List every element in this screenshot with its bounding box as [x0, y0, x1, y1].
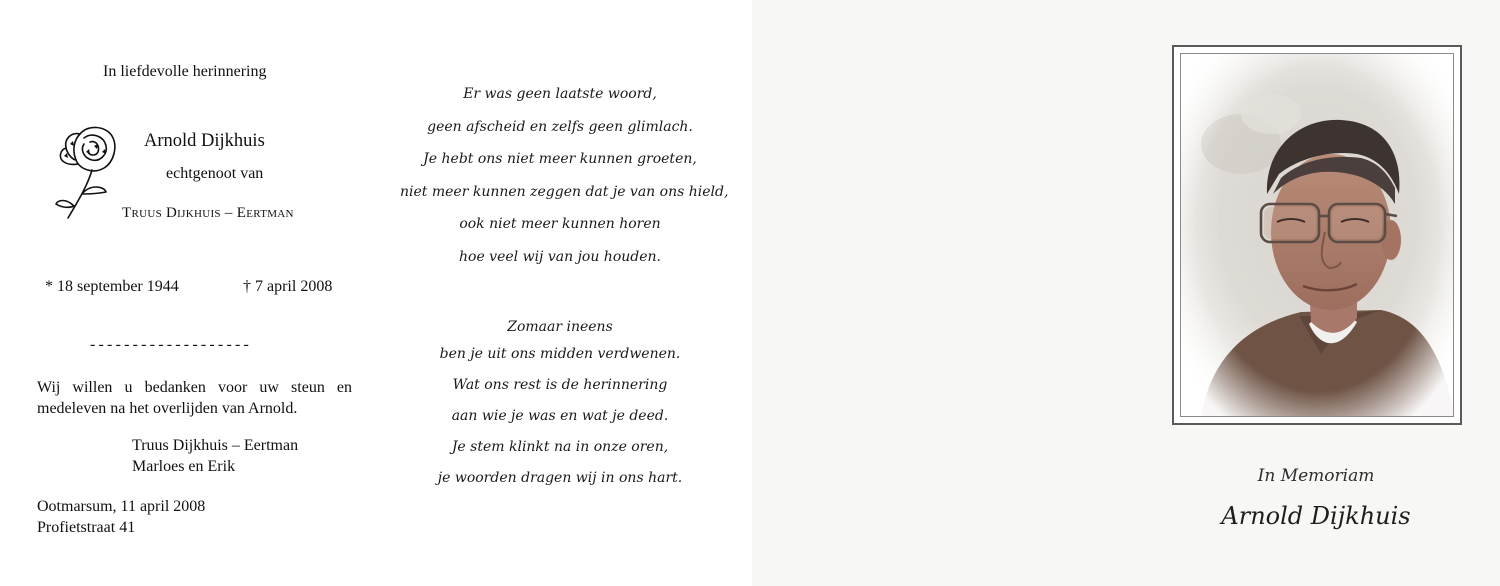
poem-line: ook niet meer kunnen horen [459, 216, 661, 232]
poem-line: hoe veel wij van jou houden. [459, 248, 661, 265]
cover-name: Arnold Dijkhuis [1221, 502, 1411, 530]
divider: ------------------- [90, 336, 253, 353]
portrait-frame [1172, 45, 1462, 425]
place-date: Ootmarsum, 11 april 2008 [37, 498, 206, 515]
birth-date: * 18 september 1944 [45, 278, 179, 295]
poem-line: niet meer kunnen zeggen dat je van ons hield, [400, 183, 729, 200]
in-memoriam-heading: In Memoriam [1257, 466, 1375, 486]
signatory: Marloes en Erik [132, 458, 236, 475]
signatory: Truus Dijkhuis – Eertman [132, 437, 299, 454]
thanks-line: medeleven na het overlijden van Arnold. [37, 400, 298, 417]
poem-line: Wat ons rest is de herinnering [452, 377, 668, 393]
poem-line: geen afscheid en zelfs geen glimlach. [427, 118, 693, 135]
thanks-message [37, 377, 352, 419]
heading: In liefdevolle herinnering [103, 63, 267, 80]
poem-line: aan wie je was en wat je deed. [451, 408, 669, 424]
poem-line: Je stem klinkt na in onze oren, [451, 439, 669, 455]
poem-line: ben je uit ons midden verdwenen. [439, 346, 681, 362]
deceased-name: Arnold Dijkhuis [144, 131, 265, 151]
thanks-line: Wij willen u bedanken voor uw steun en [37, 379, 352, 396]
poem-line: Er was geen laatste woord, [463, 86, 657, 102]
spouse-prefix: echtgenoot van [166, 165, 264, 182]
poem-line: Je hebt ons niet meer kunnen groeten, [423, 151, 697, 167]
death-date: † 7 april 2008 [243, 278, 333, 295]
poem-line: je woorden dragen wij in ons hart. [437, 470, 683, 486]
poem-stanza-2 [400, 315, 720, 494]
address: Profietstraat 41 [37, 519, 136, 536]
spouse-name: Truus Dijkhuis – Eertman [122, 205, 294, 221]
poem-line: Zomaar ineens [507, 319, 613, 335]
rose-icon [50, 122, 122, 224]
poem-stanza-1 [400, 78, 729, 273]
portrait-photo [1180, 53, 1454, 417]
